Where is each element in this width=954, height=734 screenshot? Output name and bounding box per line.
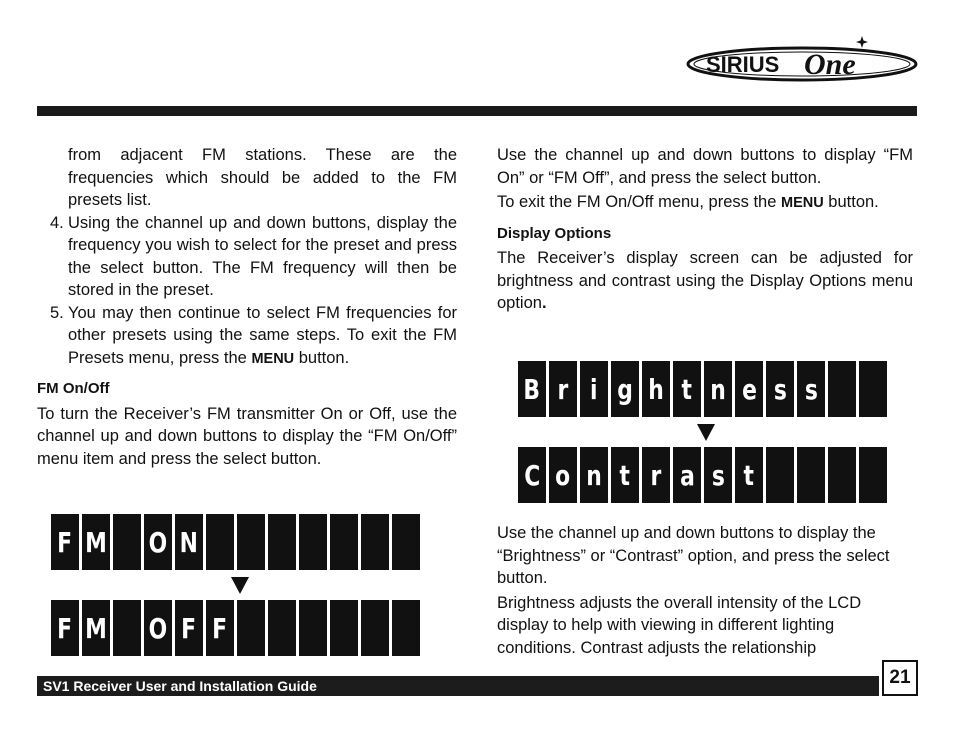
lcd-cell: O [144,600,172,656]
fm-select-para: Use the channel up and down buttons to display “FM On” or “FM Off”, and press the select button. [497,146,913,187]
brightness-para: Brightness adjusts the overall intensity of the LCD display to help with viewing in different lighting conditions. Contrast adjusts the relationship [497,593,862,657]
lcd-cell [268,600,296,656]
lcd-cell: F [206,600,234,656]
lcd-cell: s [766,361,794,417]
lcd-cell: n [704,361,732,417]
lcd-cell: t [735,447,763,503]
right-column [497,144,913,315]
lcd-cell [797,447,825,503]
lcd-cell [392,600,420,656]
lcd-cell [268,514,296,570]
down-arrow-icon [231,577,249,594]
logo-star-icon [856,36,868,48]
lcd-cell [859,447,887,503]
logo-one-text: One [804,48,856,81]
header-rule [37,106,917,116]
fm-exit-para: To exit the FM On/Off menu, press the MENU button. [497,193,879,211]
lcd-cell: F [51,600,79,656]
menu-keyword: MENU [781,195,824,211]
logo-sirius-text: SIRIUS [706,52,780,77]
fm-on-off-para: To turn the Receiver’s FM transmitter On or Off, use the channel up and down buttons to display the “FM On/Off” menu item and press the select button. [37,404,457,468]
lcd-cell: C [518,447,546,503]
lcd-cell: r [549,361,577,417]
left-column [37,144,457,470]
lcd-cell [361,600,389,656]
right-column-lower [497,522,913,659]
list-item-step-5: 5. You may then continue to select FM frequencies for other presets using the same steps. To exit the FM Presets menu, press the MENU button. [50,303,457,367]
footer-title: SV1 Receiver User and Installation Guide [37,676,879,696]
lcd-cell: g [611,361,639,417]
lcd-cell [237,600,265,656]
lcd-cell: i [580,361,608,417]
lcd-cell: s [704,447,732,503]
lcd-cell: t [673,361,701,417]
lcd-cell [237,514,265,570]
lcd-cell: e [735,361,763,417]
lcd-cell [828,447,856,503]
lcd-cell [766,447,794,503]
lcd-cell: h [642,361,670,417]
lcd-cell: n [580,447,608,503]
lcd-cell [859,361,887,417]
lcd-cell: a [673,447,701,503]
lcd-cell: t [611,447,639,503]
page-number: 21 [882,660,918,696]
display-options-para: The Receiver’s display screen can be adjusted for brightness and contrast using the Display Options menu option. [497,249,913,312]
lcd-cell [330,600,358,656]
lcd-cell [113,514,141,570]
lcd-contrast [518,447,890,503]
list-item-step-4: 4. Using the channel up and down buttons, display the frequency you wish to select for the preset and press the select button. The FM frequency will then be stored in the preset. [50,213,457,299]
lcd-fm-on [51,514,423,570]
sirius-one-logo [686,36,918,84]
lcd-cell [113,600,141,656]
display-select-para: Use the channel up and down buttons to display the “Brightness” or “Contrast” option, and press the select button. [497,524,890,587]
lcd-cell: o [549,447,577,503]
lcd-cell: O [144,514,172,570]
lcd-cell: M [82,514,110,570]
lcd-cell [361,514,389,570]
lcd-cell [299,514,327,570]
lcd-cell: F [175,600,203,656]
display-options-heading: Display Options [497,224,612,242]
lcd-cell [206,514,234,570]
para-continued: from adjacent FM stations. These are the frequencies which should be added to the FM presets list. [68,146,457,209]
lcd-cell [330,514,358,570]
lcd-cell: B [518,361,546,417]
menu-keyword: MENU [251,350,295,367]
lcd-cell [828,361,856,417]
lcd-cell: F [51,514,79,570]
lcd-fm-off [51,600,423,656]
lcd-cell: M [82,600,110,656]
lcd-cell: N [175,514,203,570]
fm-on-off-heading: FM On/Off [37,380,110,397]
down-arrow-icon [697,424,715,441]
lcd-cell [299,600,327,656]
lcd-cell [392,514,420,570]
lcd-brightness [518,361,890,417]
lcd-cell: s [797,361,825,417]
lcd-cell: r [642,447,670,503]
